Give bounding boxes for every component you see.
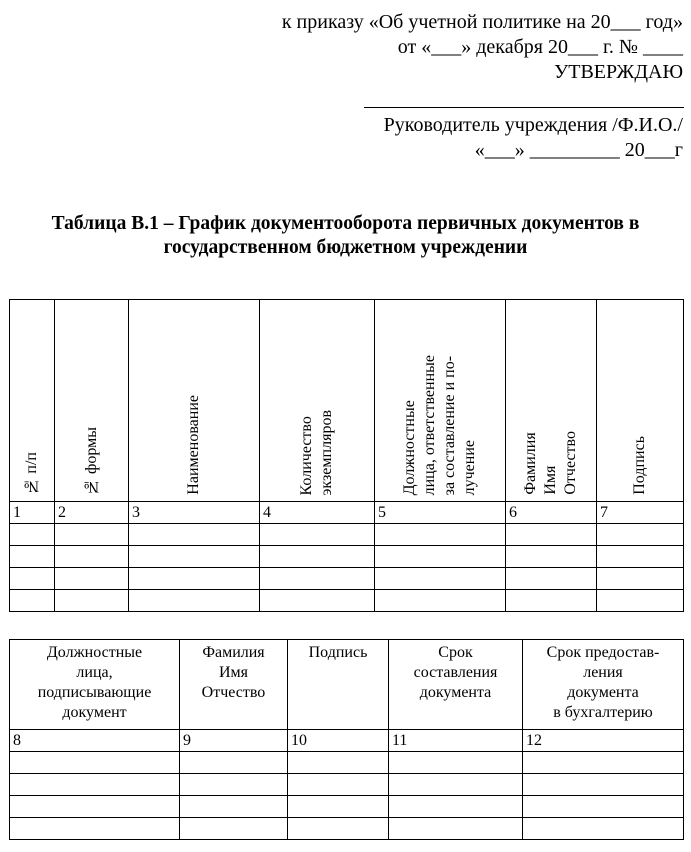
empty-cell xyxy=(375,568,506,590)
empty-cell xyxy=(180,796,288,818)
column-number: 10 xyxy=(288,730,389,752)
empty-cell xyxy=(288,774,389,796)
empty-cell xyxy=(10,752,180,774)
empty-cell xyxy=(389,818,523,840)
header-cell xyxy=(375,300,506,502)
table-row xyxy=(10,568,684,590)
empty-cell xyxy=(288,796,389,818)
column-number: 8 xyxy=(10,730,180,752)
empty-cell xyxy=(389,796,523,818)
table-row xyxy=(10,752,684,774)
header-cell xyxy=(10,300,55,502)
empty-cell xyxy=(375,590,506,612)
column-number: 6 xyxy=(506,502,597,524)
empty-cell xyxy=(180,752,288,774)
empty-cell xyxy=(288,752,389,774)
column-number: 4 xyxy=(260,502,375,524)
approval-date: «___» _________ 20___г xyxy=(474,139,683,161)
empty-cell xyxy=(10,590,55,612)
header-cell xyxy=(506,300,597,502)
empty-cell xyxy=(523,752,684,774)
empty-cell xyxy=(597,546,684,568)
table1-number-row xyxy=(10,502,684,524)
approve-label: УТВЕРЖДАЮ xyxy=(554,61,683,83)
column-number: 1 xyxy=(10,502,55,524)
header-text: Подпись xyxy=(631,436,648,495)
empty-cell xyxy=(597,568,684,590)
empty-cell xyxy=(180,818,288,840)
header-text: № формы xyxy=(82,427,100,495)
order-reference: к приказу «Об учетной политике на 20___ год» xyxy=(281,11,683,33)
empty-cell xyxy=(129,524,260,546)
empty-cell xyxy=(260,524,375,546)
empty-cell xyxy=(129,546,260,568)
empty-cell xyxy=(523,774,684,796)
empty-cell xyxy=(506,568,597,590)
empty-cell xyxy=(506,546,597,568)
header-text: Фамилия Имя Отчество xyxy=(522,431,579,495)
document-flow-table-part1 xyxy=(9,299,684,612)
empty-cell xyxy=(375,546,506,568)
empty-cell xyxy=(506,524,597,546)
header-cell: Должностные лица, подписывающие документ xyxy=(10,640,180,730)
empty-cell xyxy=(10,568,55,590)
head-position-label: Руководитель учреждения /Ф.И.О./ xyxy=(383,114,683,136)
header-text: Наименование xyxy=(185,395,202,495)
empty-cell xyxy=(10,796,180,818)
column-number: 5 xyxy=(375,502,506,524)
table2-number-row xyxy=(10,730,684,752)
empty-cell xyxy=(506,590,597,612)
header-cell xyxy=(55,300,129,502)
header-cell xyxy=(129,300,260,502)
empty-cell xyxy=(389,774,523,796)
table-row xyxy=(10,524,684,546)
order-date-number: от «___» декабря 20___ г. № ____ xyxy=(397,36,683,58)
column-number: 7 xyxy=(597,502,684,524)
table-row xyxy=(10,590,684,612)
empty-cell xyxy=(55,568,129,590)
empty-cell xyxy=(10,524,55,546)
header-cell: Срок составления документа xyxy=(389,640,523,730)
signature-line xyxy=(364,107,684,108)
empty-cell xyxy=(288,818,389,840)
table-row xyxy=(10,774,684,796)
empty-cell xyxy=(10,546,55,568)
document-flow-table-part2 xyxy=(9,639,684,840)
table-row xyxy=(10,818,684,840)
header-cell: Подпись xyxy=(288,640,389,730)
empty-cell xyxy=(10,774,180,796)
empty-cell xyxy=(129,568,260,590)
column-number: 12 xyxy=(523,730,684,752)
column-number: 2 xyxy=(55,502,129,524)
column-number: 3 xyxy=(129,502,260,524)
empty-cell xyxy=(523,796,684,818)
table2-header-row xyxy=(10,640,684,730)
header-cell: Фамилия Имя Отчество xyxy=(180,640,288,730)
table-title: Таблица В.1 – График документооборота первичных документов в государственном бюджетном учреждении xyxy=(51,213,640,258)
column-number: 11 xyxy=(389,730,523,752)
empty-cell xyxy=(260,546,375,568)
empty-cell xyxy=(55,590,129,612)
empty-cell xyxy=(597,524,684,546)
empty-cell xyxy=(55,546,129,568)
header-text: № п/п xyxy=(23,452,40,495)
empty-cell xyxy=(597,590,684,612)
empty-cell xyxy=(260,568,375,590)
table1-header-row xyxy=(10,300,684,502)
empty-cell xyxy=(523,818,684,840)
empty-cell xyxy=(375,524,506,546)
empty-cell xyxy=(55,524,129,546)
table-row xyxy=(10,796,684,818)
empty-cell xyxy=(10,818,180,840)
empty-cell xyxy=(129,590,260,612)
empty-cell xyxy=(260,590,375,612)
header-text: Должностные лица, ответственные за составление и по- лучение xyxy=(401,354,478,495)
column-number: 9 xyxy=(180,730,288,752)
empty-cell xyxy=(389,752,523,774)
empty-cell xyxy=(180,774,288,796)
header-text: Количество экземпляров xyxy=(298,409,335,495)
header-cell xyxy=(260,300,375,502)
table-row xyxy=(10,546,684,568)
header-cell xyxy=(597,300,684,502)
header-cell: Срок предостав- ления документа в бухгалтерию xyxy=(523,640,684,730)
